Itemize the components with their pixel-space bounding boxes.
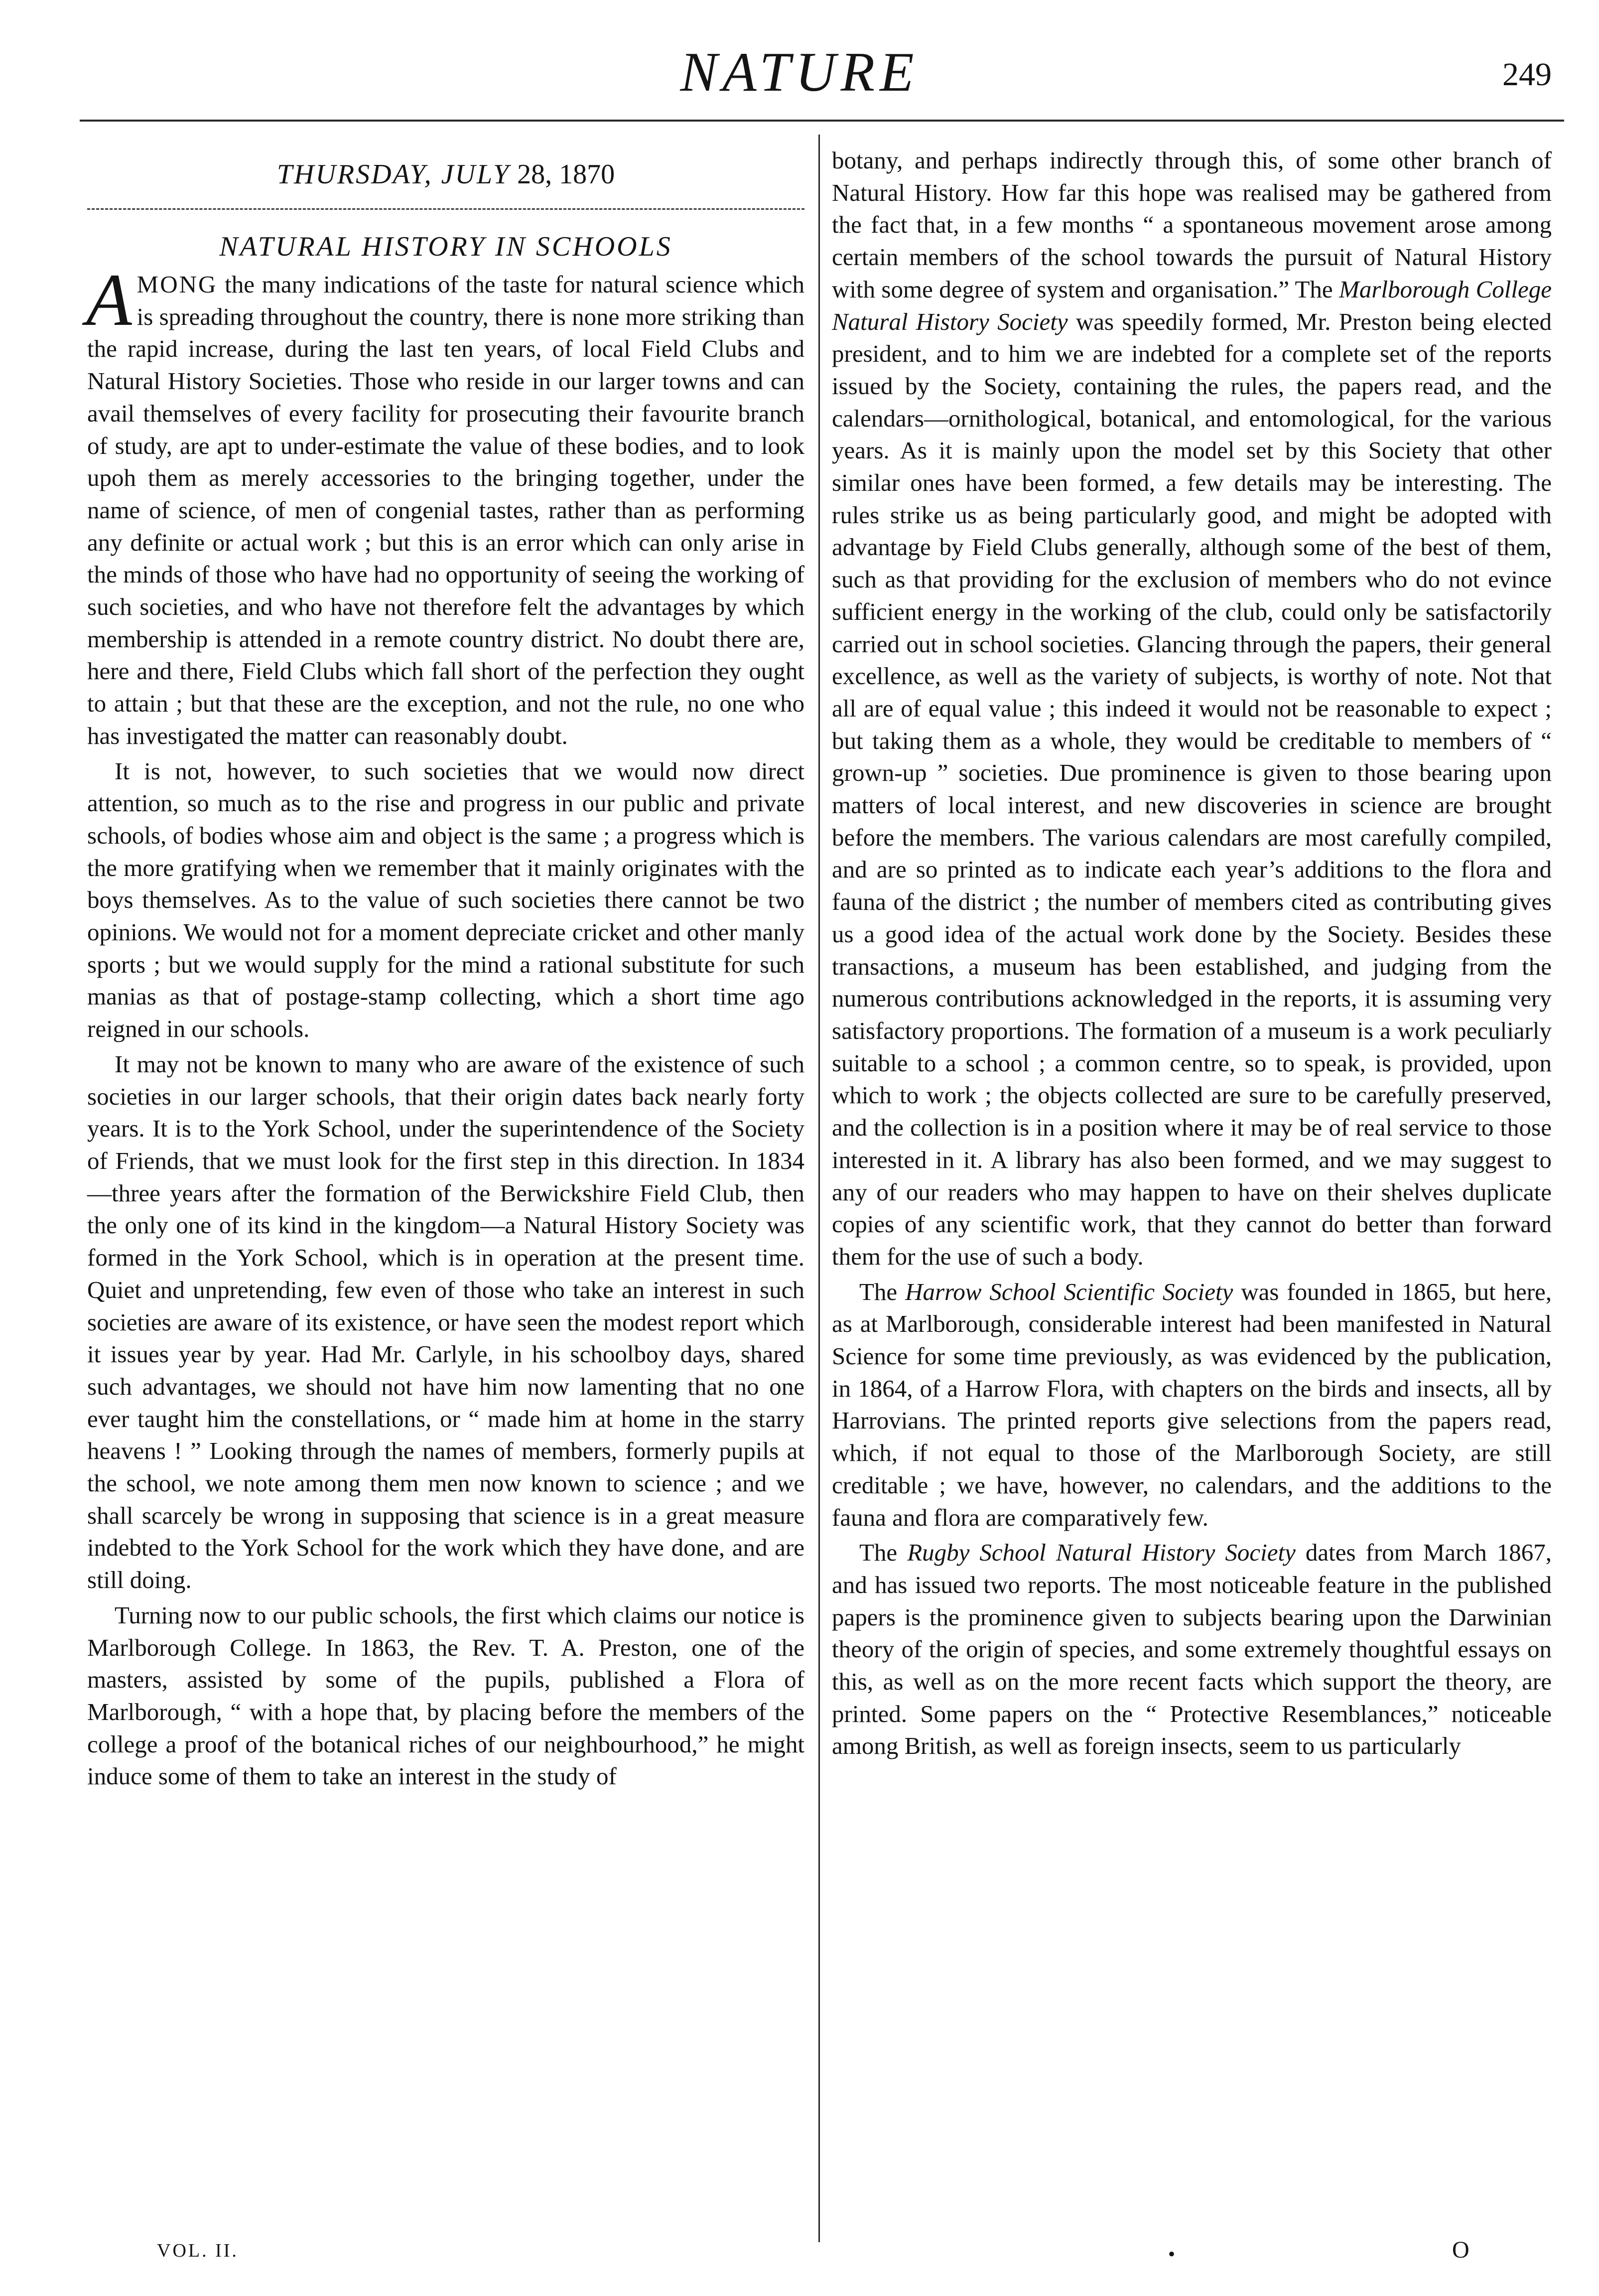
paragraph-6-text-a: The: [859, 1278, 898, 1305]
page-number: 249: [1502, 56, 1552, 93]
lead-word: MONG: [136, 271, 218, 298]
harrow-society-name: Harrow School Scientific Society: [905, 1278, 1233, 1305]
paragraph-7-text-b: dates from March 1867, and has issued two reports. The most noticeable feature in the published papers is the prominence given to subjects bearing upon the Darwinian theory of the origin of species, and some extremely thoughtful essays on this, as well as on the more recent facts which support the theory, are printed. Some papers on the “ Protective Resemblances,” noticeable among British, as well as foreign insects, seem to us particularly: [832, 1539, 1552, 1760]
dateline-rule: [87, 208, 804, 210]
signature-mark: O: [1452, 2237, 1469, 2263]
left-column: [87, 144, 804, 1793]
header-rule: [80, 120, 1564, 122]
paragraph-1: [86, 259, 804, 752]
volume-label: VOL. II.: [157, 2240, 239, 2261]
paragraph-2: It is not, however, to such societies that we would now direct attention, so much as to the rise and progress in our public and private schools, of bodies whose aim and object is the same ; a progress which is the more gratifying when we remember that it mainly originates with the boys themselves. As to the value of such societies there cannot be two opinions. We would not for a moment depreciate cricket and other manly sports ; but we would supply for the mind a rational substitute for such manias as that of postage-stamp collecting, which a short time ago reigned in our schools.: [87, 757, 804, 1043]
paragraph-6: [832, 1276, 1552, 1534]
dateline-day: THURSDAY, JULY: [276, 159, 511, 190]
paragraph-5-text-b: was speedily formed, Mr. Preston being elected president, and to him we are indebted for a complete set of the reports issued by the Society, containing the rules, the papers read, and the calendars—ornithological, botanical, and entomological, for the various years. As it is mainly upon the model set by this Society that other similar ones have been formed, a few details may be interesting. The rules strike us as being particularly good, and might be adopted with advantage by Field Clubs generally, although some of the best of them, such as that providing for the exclusion of members who do not evince sufficient energy in the working of the club, could only be satisfactorily carried out in school societies. Glancing through the papers, their general excellence, as well as the variety of subjects, is worthy of note. Not that all are of equal value ; this indeed it would not be reasonable to expect ; but taking them as a whole, they would be creditable to members of “ grown-up ” societies. Due prominence is given to those bearing upon matters of local interest, and new discoveries in science are brought before the members. The various calendars are most carefully compiled, and are so printed as to indicate each year’s additions to the flora and fauna of the district ; the number of members cited as contributing gives us a good idea of the actual work done by the Society. Besides these transactions, a museum has been established, and judging from the numerous contributions acknowledged in the reports, it is assuming very satisfactory proportions. The formation of a museum is a work peculiarly suitable to a school ; a common centre, so to speak, is provided, upon which to work ; the objects collected are sure to be carefully preserved, and the collection is in a position where it may be of real service to those interested in it. A library has also been formed, and we may suggest to any of our readers who may happen to have on their shelves duplicate copies of any scientific work, that they cannot do better than forward them for the use of such a body.: [832, 307, 1552, 1270]
paragraph-7: [832, 1537, 1552, 1762]
rugby-society-name: Rugby School Natural History Society: [907, 1539, 1296, 1567]
paragraph-7-text-a: The: [859, 1539, 898, 1567]
column-divider: [818, 135, 820, 2242]
masthead: [0, 35, 1599, 110]
journal-name: NATURE: [680, 41, 919, 103]
right-column: [832, 144, 1552, 1762]
drop-cap: A: [86, 259, 132, 341]
paragraph-3: It may not be known to many who are aware of the existence of such societies in our larger schools, that their origin dates back nearly forty years. It is to the York School, under the superintendence of the Society of Friends, that we must look for the first step in this direction. In 1834—three years after the formation of the Berwickshire Field Club, then the only one of its kind in the kingdom—a Natural History Society was formed in the York School, which is in operation at the present time. Quiet and unpretending, few even of those who take an interest in such societies are aware of its existence, or have seen the modest report which it issues year by year. Had Mr. Carlyle, in his schoolboy days, shared such advantages, we should not have him now lamenting that no one ever taught him the constellations, or “ made him at home in the starry heavens ! ” Looking through the names of members, formerly pupils at the school, we note among them men now known to science ; and we shall scarcely be wrong in supposing that science is in a great measure indebted to the York School for the work which they have done, and are still doing.: [87, 1050, 804, 1594]
paragraph-5-text-a: botany, and perhaps indirectly through this, of some other branch of Natural History. How far this hope was realised may be gathered from the fact that, in a few months “ a spontaneous movement arose among certain members of the school towards the pursuit of Natural History with some degree of system and organisation.” The: [832, 146, 1552, 303]
paragraph-5: [832, 144, 1552, 1273]
article-title: NATURAL HISTORY IN SCHOOLS: [219, 231, 672, 262]
footer-mark: •: [1168, 2243, 1176, 2265]
dateline: [87, 154, 804, 194]
paragraph-4: Turning now to our public schools, the first which claims our notice is Marlborough College. In 1863, the Rev. T. A. Preston, one of the masters, assisted by some of the pupils, published a Flora of Marlborough, “ with a hope that, by placing before the members of the college a proof of the botanical riches of our neighbourhood,” he might induce some of them to take an interest in the study of: [87, 1601, 804, 1790]
marlborough-society-name: Marlborough College Natural History Society: [832, 275, 1552, 335]
paragraph-6-text-b: was founded in 1865, but here, as at Marlborough, considerable interest had been manifested in Natural Science for some time previously, as was evidenced by the publication, in 1864, of a Harrow Flora, with chapters on the birds and insects, all by Harrovians. The printed reports give selections from the papers read, which, if not equal to those of the Marlborough Society, are still creditable ; we have, however, no calendars, and the additions to the fauna and flora are comparatively few.: [832, 1278, 1552, 1531]
dateline-date: 28, 1870: [517, 159, 615, 190]
paragraph-1-text: the many indications of the taste for natural science which is spreading throughout the country, there is none more striking than the rapid increase, during the last ten years, of local Field Clubs and Natural History Societies. Those who reside in our larger towns and can avail themselves of every facility for prosecuting their favourite branch of study, are apt to under-estimate the value of these bodies, and to look upoh them as merely accessories to the bringing together, under the name of science, of men of congenial tastes, rather than as performing any definite or actual work ; but this is an error which can only arise in the minds of those who have had no opportunity of seeing the working of such societies, and who have not therefore felt the advantages by which membership is attended in a remote country district. No doubt there are, here and there, Field Clubs which fall short of the perfection they ought to attain ; but that these are the exception, and not the rule, no one who has investigated the matter can reasonably doubt.: [87, 271, 804, 749]
